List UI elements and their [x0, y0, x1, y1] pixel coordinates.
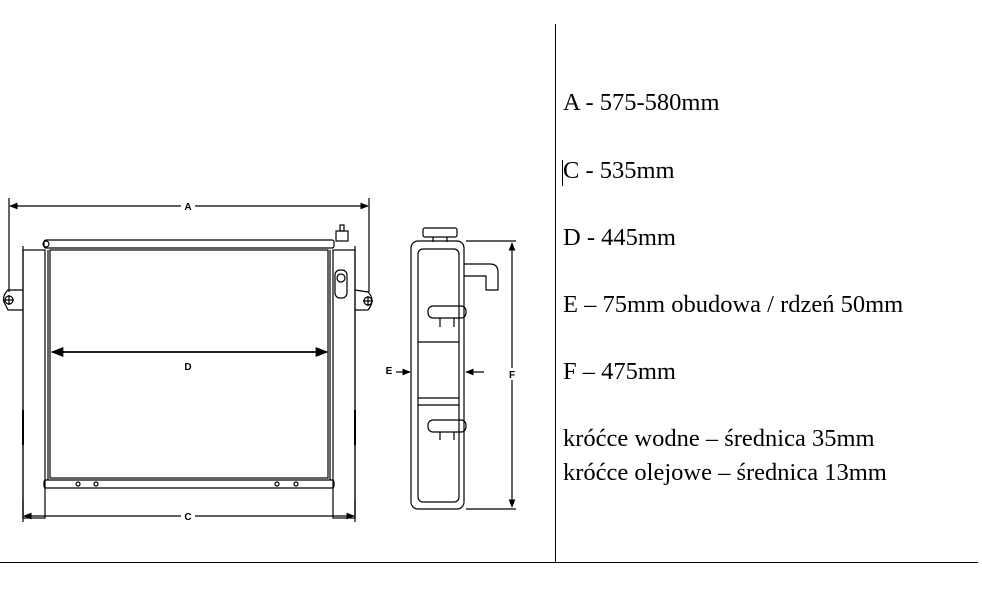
label-e: E: [385, 366, 393, 377]
top-tank: [44, 240, 334, 248]
column-divider: [555, 24, 556, 562]
front-view: [4, 198, 374, 523]
right-mount-bracket: [355, 290, 372, 310]
spec-e: E – 75mm obudowa / rdzeń 50mm: [563, 291, 904, 318]
spec-a: A - 575-580mm: [563, 89, 720, 116]
spec-water-ports: króćce wodne – średnica 35mm: [563, 425, 875, 452]
label-c: C: [184, 512, 192, 523]
filler-cap: [336, 231, 348, 241]
spec-oil-ports: króćce olejowe – średnica 13mm: [563, 459, 887, 486]
spec-d: D - 445mm: [563, 224, 676, 251]
label-f: F: [508, 370, 516, 381]
side-filler-cap: [423, 228, 457, 237]
right-side-frame: [333, 250, 355, 518]
spec-c: C - 535mm: [563, 157, 675, 184]
bottom-tank: [44, 480, 334, 488]
left-side-frame: [23, 250, 45, 518]
label-d: D: [184, 362, 192, 373]
side-view: [386, 228, 519, 509]
side-housing: [411, 241, 464, 509]
spec-f: F – 475mm: [563, 358, 676, 385]
side-hose-stub: [464, 264, 498, 290]
label-a: A: [184, 202, 192, 213]
bottom-divider: [0, 562, 978, 563]
